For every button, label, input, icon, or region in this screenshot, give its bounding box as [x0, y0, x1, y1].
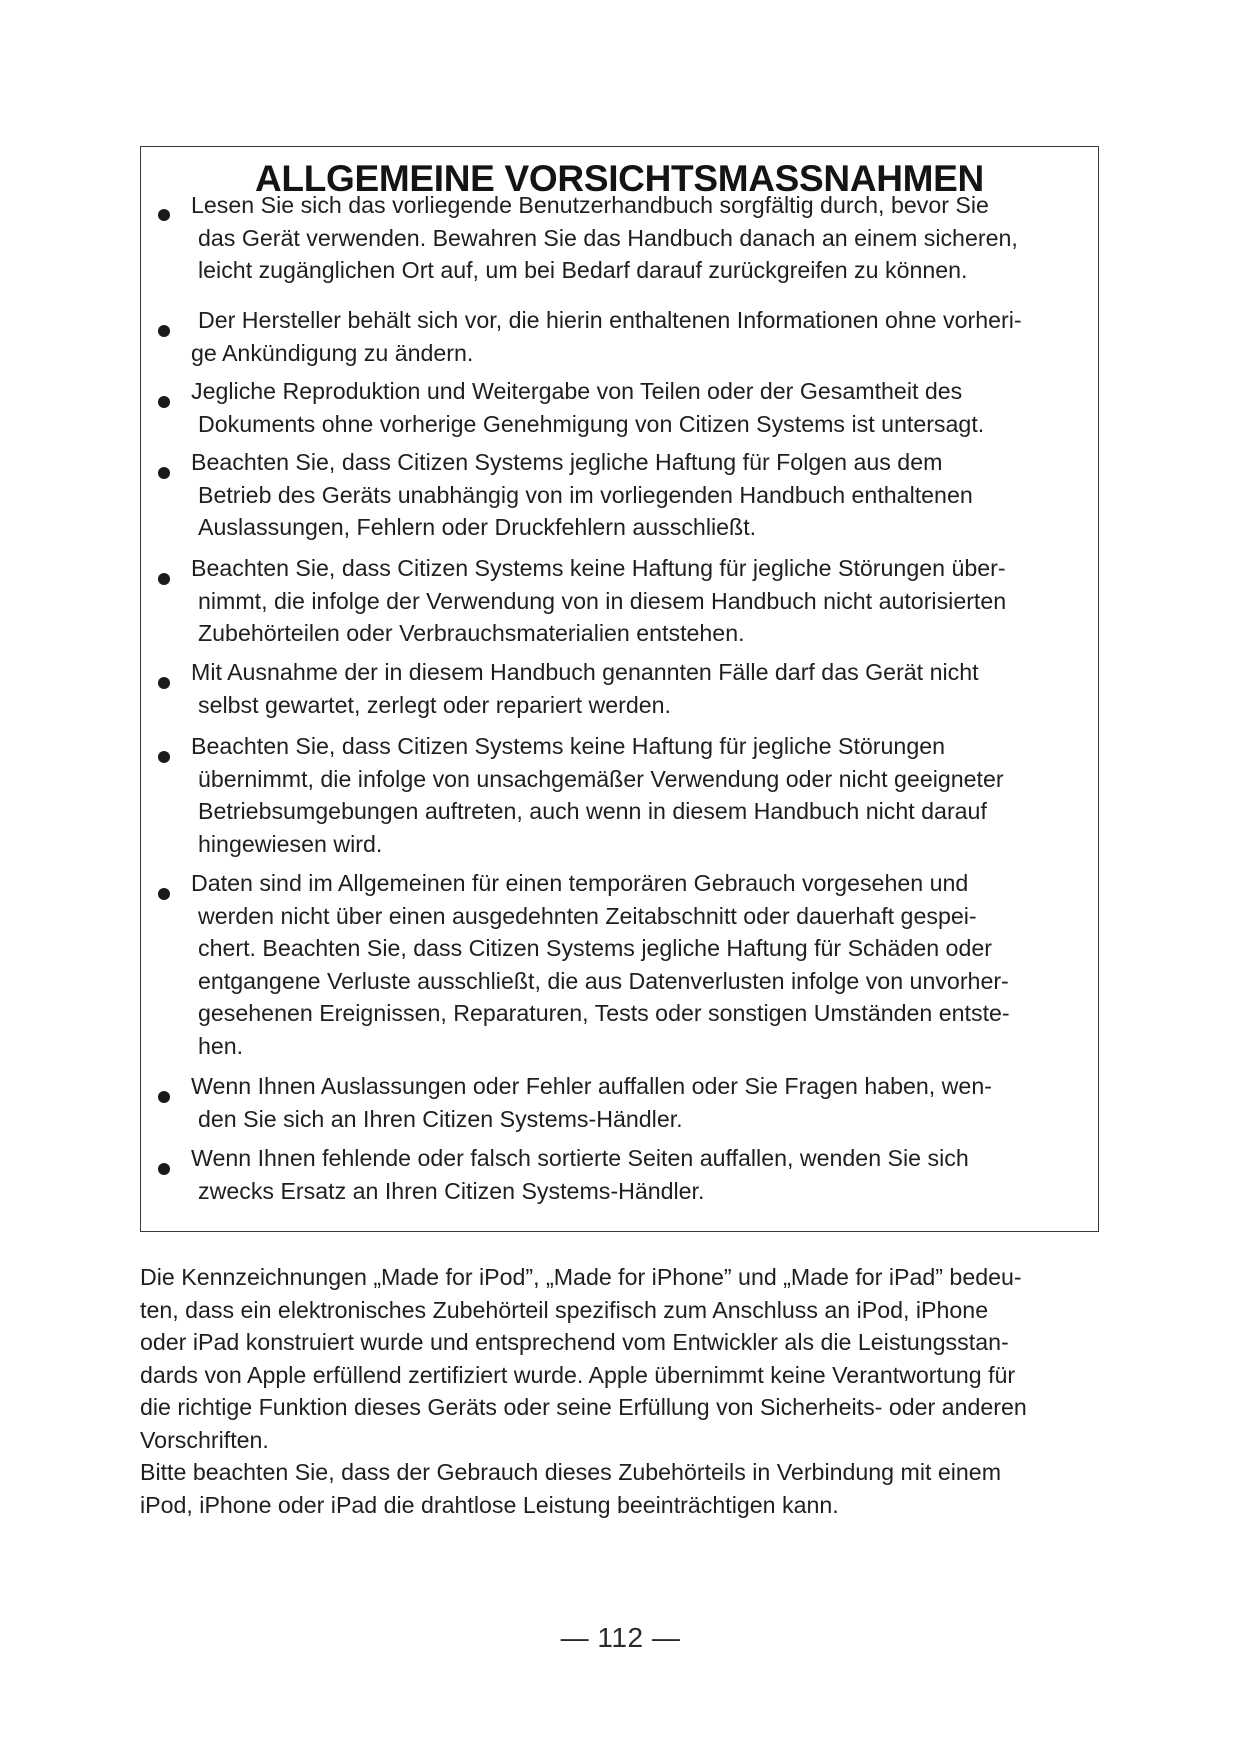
list-item-text: Auslassungen, Fehlern oder Druckfehlern ausschließt. — [198, 514, 757, 540]
list-item-text: Der Hersteller behält sich vor, die hierin enthaltenen Informationen ohne vorheri- — [198, 307, 1022, 333]
list-item-text: chert. Beachten Sie, dass Citizen Systems jegliche Haftung für Schäden oder — [198, 935, 992, 961]
apple-made-for-notice — [140, 1261, 1120, 1456]
list-item-text: Betriebsumgebungen auftreten, auch wenn in diesem Handbuch nicht darauf — [198, 798, 987, 824]
precautions-box — [140, 146, 1099, 1232]
list-item-text: Beachten Sie, dass Citizen Systems keine Haftung für jegliche Störungen über- — [191, 555, 1006, 581]
list-item-text: Lesen Sie sich das vorliegende Benutzerhandbuch sorgfältig durch, bevor Sie — [191, 192, 989, 218]
list-item-text: Betrieb des Geräts unabhängig von im vorliegenden Handbuch enthaltenen — [198, 481, 973, 508]
bullet-icon — [158, 209, 170, 221]
page-number: — 112 — — [560, 1622, 681, 1653]
paragraph-line: dards von Apple erfüllend zertifiziert wurde. Apple übernimmt keine Verantwortung für — [140, 1361, 1016, 1388]
list-item-text: selbst gewartet, zerlegt oder repariert werden. — [198, 691, 672, 718]
list-item-text: Jegliche Reproduktion und Weitergabe von Teilen oder der Gesamtheit des — [191, 378, 963, 404]
paragraph-line: Die Kennzeichnungen „Made for iPod”, „Made for iPhone” und „Made for iPad” bedeu- — [140, 1264, 1022, 1290]
list-item-text: gesehenen Ereignissen, Reparaturen, Tests oder sonstigen Umständen entste- — [198, 1000, 1010, 1026]
bullet-icon — [158, 677, 170, 689]
list-item-text: Beachten Sie, dass Citizen Systems jegliche Haftung für Folgen aus dem — [191, 449, 943, 475]
wireless-performance-notice — [140, 1456, 1120, 1521]
paragraph-line: Bitte beachten Sie, dass der Gebrauch dieses Zubehörteils in Verbindung mit einem — [140, 1459, 1002, 1485]
list-item-text: hingewiesen wird. — [198, 830, 383, 857]
paragraph-line: ten, dass ein elektronisches Zubehörteil spezifisch zum Anschluss an iPod, iPhone — [140, 1296, 989, 1323]
paragraph-line: iPod, iPhone oder iPad die drahtlose Leistung beeinträchtigen kann. — [140, 1491, 839, 1518]
list-item-text: entgangene Verluste ausschließt, die aus Datenverlusten infolge von unvorher- — [198, 967, 1009, 994]
list-item-text: Zubehörteilen oder Verbrauchsmaterialien entstehen. — [198, 620, 745, 646]
bullet-icon — [158, 573, 170, 585]
list-item-text: übernimmt, die infolge von unsachgemäßer Verwendung oder nicht geeigneter — [198, 765, 1004, 792]
paragraph-line: die richtige Funktion dieses Geräts oder seine Erfüllung von Sicherheits- oder anderen — [140, 1394, 1027, 1420]
list-item-text: Daten sind im Allgemeinen für einen temporären Gebrauch vorgesehen und — [191, 870, 969, 896]
bullet-icon — [158, 1163, 170, 1175]
paragraph-line: Vorschriften. — [140, 1426, 269, 1453]
bullet-icon — [158, 751, 170, 763]
bullet-icon — [158, 325, 170, 337]
paragraph-line: oder iPad konstruiert wurde und entsprechend vom Entwickler als die Leistungsstan- — [140, 1329, 1009, 1355]
bullet-icon — [158, 1091, 170, 1103]
precautions-title: ALLGEMEINE VORSICHTSMASSNAHMEN — [255, 158, 984, 199]
list-item-text: Wenn Ihnen Auslassungen oder Fehler auffallen oder Sie Fragen haben, wen- — [191, 1073, 992, 1099]
list-item-text: ge Ankündigung zu ändern. — [191, 339, 474, 366]
list-item-text: zwecks Ersatz an Ihren Citizen Systems-Händler. — [198, 1177, 705, 1204]
bullet-icon — [158, 888, 170, 900]
list-item-text: das Gerät verwenden. Bewahren Sie das Handbuch danach an einem sicheren, — [198, 224, 1018, 251]
list-item-text: Dokuments ohne vorherige Genehmigung von Citizen Systems ist untersagt. — [198, 410, 985, 437]
bullet-icon — [158, 396, 170, 408]
list-item-text: werden nicht über einen ausgedehnten Zeitabschnitt oder dauerhaft gespei- — [198, 902, 977, 929]
list-item-text: nimmt, die infolge der Verwendung von in diesem Handbuch nicht autorisierten — [198, 587, 1007, 614]
list-item-text: leicht zugänglichen Ort auf, um bei Bedarf darauf zurückgreifen zu können. — [198, 257, 968, 283]
list-item-text: hen. — [198, 1032, 244, 1059]
list-item-text: Wenn Ihnen fehlende oder falsch sortierte Seiten auffallen, wenden Sie sich — [191, 1145, 969, 1171]
list-item-text: Beachten Sie, dass Citizen Systems keine Haftung für jegliche Störungen — [191, 733, 946, 759]
list-item-text: den Sie sich an Ihren Citizen Systems-Händler. — [198, 1105, 683, 1132]
list-item-text: Mit Ausnahme der in diesem Handbuch genannten Fälle darf das Gerät nicht — [191, 659, 979, 685]
bullet-icon — [158, 467, 170, 479]
